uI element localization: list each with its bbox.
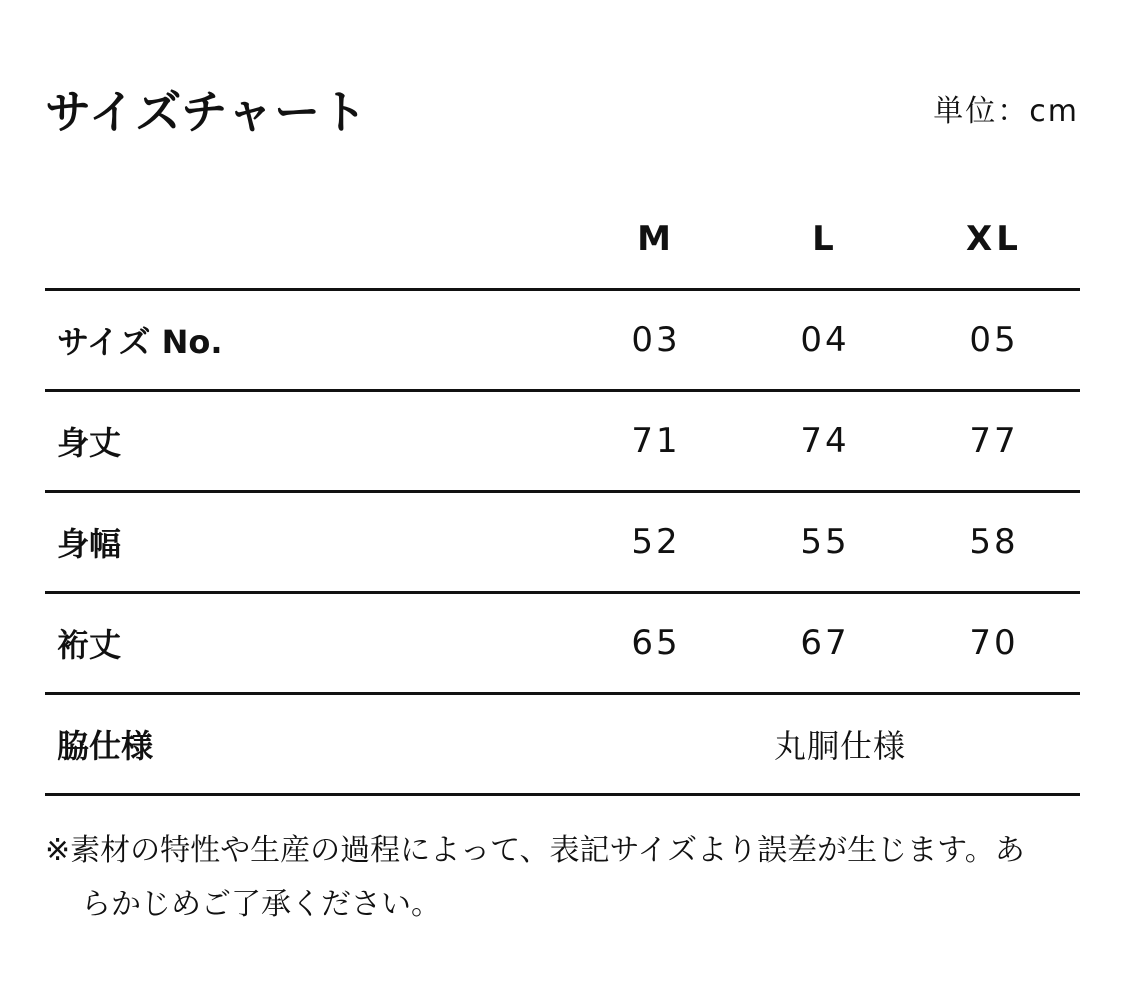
table-row (45, 695, 1080, 796)
table-row (45, 594, 1080, 695)
row-label-sleeve-length: 裄丈 (57, 626, 122, 664)
cell-value: 77 (969, 421, 1019, 461)
row-label-body-length: 身丈 (57, 424, 122, 462)
disclaimer-note (45, 824, 1085, 932)
row-label-side-spec: 脇仕様 (57, 727, 154, 765)
table-header-row (45, 190, 1080, 291)
cell-value: 70 (969, 623, 1019, 663)
table-row (45, 291, 1080, 392)
cell-value: 67 (800, 623, 850, 663)
cell-value: 58 (969, 522, 1019, 562)
cell-value: 03 (631, 320, 681, 360)
note-line-2: らかじめご了承ください。 (81, 887, 441, 922)
table-row (45, 392, 1080, 493)
side-spec-value: 丸胴仕様 (773, 727, 906, 765)
column-header-m: M (637, 219, 675, 259)
row-label-size-no: サイズ No. (57, 323, 223, 361)
table-row (45, 493, 1080, 594)
cell-value: 74 (800, 421, 850, 461)
page-title: サイズチャート (45, 85, 369, 139)
row-label-body-width: 身幅 (57, 525, 122, 563)
cell-value: 71 (631, 421, 681, 461)
note-line-1: ※素材の特性や生産の過程によって、表記サイズより誤差が生じます。あ (45, 833, 1025, 868)
column-header-xl: XL (966, 219, 1022, 259)
cell-value: 52 (631, 522, 681, 562)
cell-value: 55 (800, 522, 850, 562)
column-header-l: L (812, 219, 838, 259)
cell-value: 05 (969, 320, 1019, 360)
unit-label: 単位：cm (933, 94, 1079, 129)
cell-value: 04 (800, 320, 850, 360)
size-chart-table (45, 190, 1080, 796)
cell-value: 65 (631, 623, 681, 663)
